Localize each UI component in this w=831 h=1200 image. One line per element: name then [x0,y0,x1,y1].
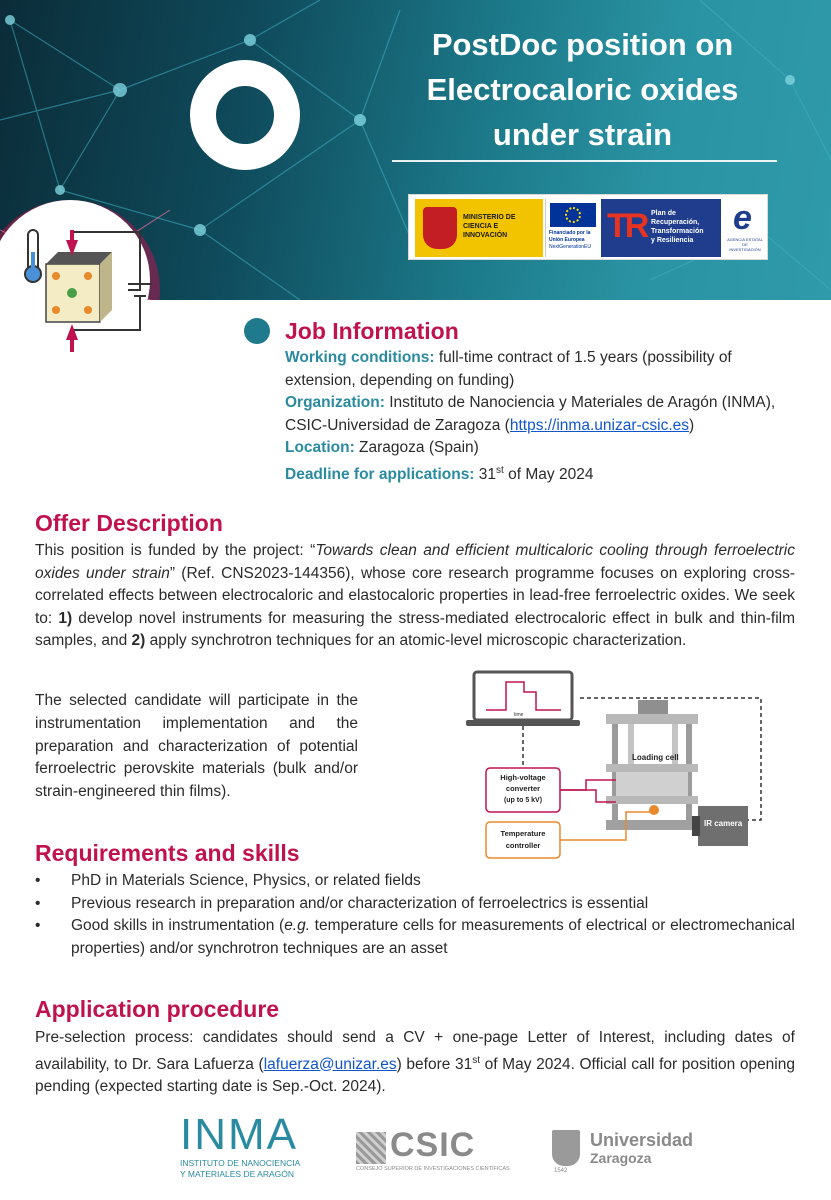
inma-logo [180,1112,320,1190]
title-line-1: PostDoc position on [431,27,734,62]
unizar-word-2: Zaragoza [590,1150,652,1166]
working-conditions-value: full-time contract of 1.5 years (possibility of extension, depending on funding) [285,349,732,389]
prtr-line-1: Plan de [651,210,676,217]
application-sup: st [472,1054,481,1066]
location [285,437,805,460]
tr-icon: TR [607,207,647,245]
hv-label-1: High-voltage [500,773,546,782]
requirement-item: • Previous research in preparation and/or characterization of ferroelectrics is essential [35,893,795,916]
page-title [390,22,775,157]
organization-label: Organization: [285,394,385,411]
location-label: Location: [285,439,355,456]
unizar-logo [552,1130,702,1175]
deadline-rest: of May 2024 [503,465,594,483]
requirement-item [35,915,795,960]
title-line-2: Electrocaloric oxides [426,72,739,107]
offer-description-text [35,540,795,653]
organization-close-paren: ) [689,416,695,434]
eu-label: Financiado por la Unión Europea [549,230,591,243]
requirement-3-start: Good skills in instrumentation ( [71,917,285,934]
electrocaloric-illustration [0,200,160,360]
eu-flag-icon [550,203,596,227]
organization-value: Instituto de Nanociencia y Materiales de Aragón (INMA), CSIC-Universidad de Zaragoza ( [285,394,776,434]
application-text [35,1027,795,1099]
organization-website-link[interactable]: https://inma.unizar-csic.es [509,416,690,434]
unizar-crest-icon [552,1130,580,1166]
hv-label-3: (up to 5 kV) [503,797,543,804]
coat-of-arms-icon [423,207,457,249]
deadline [285,460,805,487]
goal-1-text: develop novel instruments for measuring the stress-mediated electrocaloric effect in bulk and thin-film samples, and [35,609,795,649]
ministry-label: MINISTERIO DE CIENCIA E INNOVACIÓN [463,214,516,239]
working-conditions [285,347,805,392]
prtr-line-3: Transformación [651,228,704,235]
csic-wordmark: CSIC [390,1126,476,1164]
prtr-label [651,209,704,245]
application-title: Application procedure [35,996,280,1022]
eu-sub-label: NextGenerationEU [549,244,591,250]
deadline-sup: st [496,464,504,476]
aei-logo [725,199,763,257]
goal-2-text: apply synchrotron techniques for an atomic-level microscopic characterization. [145,632,687,649]
eu-logo [545,199,599,257]
goal-2-marker: 2) [131,632,146,649]
deadline-day: 31 [474,465,497,483]
project-title: Towards clean and efficient multicaloric cooling through ferroelectric oxides under strain [35,542,795,582]
requirements-title: Requirements and skills [35,840,300,866]
offer-p1-mid: ” (Ref. CNS2023-144356), whose core research programme focuses on exploring cross-correlated effects between electrocaloric and elastocaloric properties in lead-free ferroelectric oxides. We seek to: [35,564,796,627]
inma-wordmark: INMA [180,1110,298,1159]
candidate-description: The selected candidate will participate in the instrumentation implementation and the preparation and characterization of potential ferroelectric perovskite materials (bulk and/or strain-engineered thin films). [35,692,358,801]
requirement-item: • PhD in Materials Science, Physics, or related fields [35,870,795,893]
unizar-word-1: Universidad [590,1130,694,1150]
requirement-3-eg: e.g. [284,917,311,934]
csic-emblem-icon [356,1132,386,1164]
plot-axis-label: time [514,712,524,718]
temp-label-2: controller [505,841,541,850]
offer-description-title: Offer Description [35,510,223,536]
hv-label-2: converter [505,784,541,793]
job-info-body [285,347,805,486]
job-info-title: Job Information [285,318,459,344]
prtr-line-2: Recuperación, [651,219,700,226]
ir-camera-label: IR camera [704,819,743,828]
decorative-ring [190,60,300,170]
deadline-label: Deadline for applications: [285,465,475,483]
prtr-line-4: y Resiliencia [651,237,694,244]
funding-logos [408,194,768,260]
application-text-end: of May 2024. Official call for position opening pending (expected starting date is Sep.-Oct. 2024). [35,1055,795,1096]
goal-1-marker: 1) [58,609,73,627]
unizar-year: 1542 [554,1168,568,1174]
csic-subtitle: CONSEJO SUPERIOR DE INVESTIGACIONES CIENTÍFICAS [356,1166,510,1172]
csic-logo [356,1126,516,1175]
title-divider [392,160,777,162]
organization [285,392,805,437]
inma-line-1: INSTITUTO DE NANOCIENCIA [180,1158,301,1168]
working-conditions-label: Working conditions: [285,349,435,366]
requirement-3-end: temperature cells for measurements of electrical or electromechanical properties) and/or synchrotron techniques are an asset [71,917,795,957]
temp-label-1: Temperature [500,829,546,838]
location-value: Zaragoza (Spain) [354,439,479,456]
ministry-logo [415,199,543,257]
aei-e-icon: e [733,199,752,237]
title-line-3: under strain [492,117,673,152]
aei-label: AGENCIA ESTATAL DE INVESTIGACIÓN [727,237,763,252]
offer-p1-start: This position is funded by the project: “ [35,542,316,559]
contact-email-link[interactable]: lafuerza@unizar.es [263,1055,397,1073]
setup-diagram [466,670,786,870]
application-text-mid: ) before 31 [396,1055,473,1073]
loading-cell-label: Loading cell [632,753,679,762]
requirements-list [35,870,795,960]
inma-line-2: Y MATERIALES DE ARAGÓN [180,1169,294,1179]
application-text-start: Pre-selection process: candidates should send a CV + one-page Letter of Interest, including dates of availability, to Dr. Sara Lafuerza ( [35,1029,795,1073]
section-bullet-icon [244,318,270,344]
prtr-logo [601,199,721,257]
